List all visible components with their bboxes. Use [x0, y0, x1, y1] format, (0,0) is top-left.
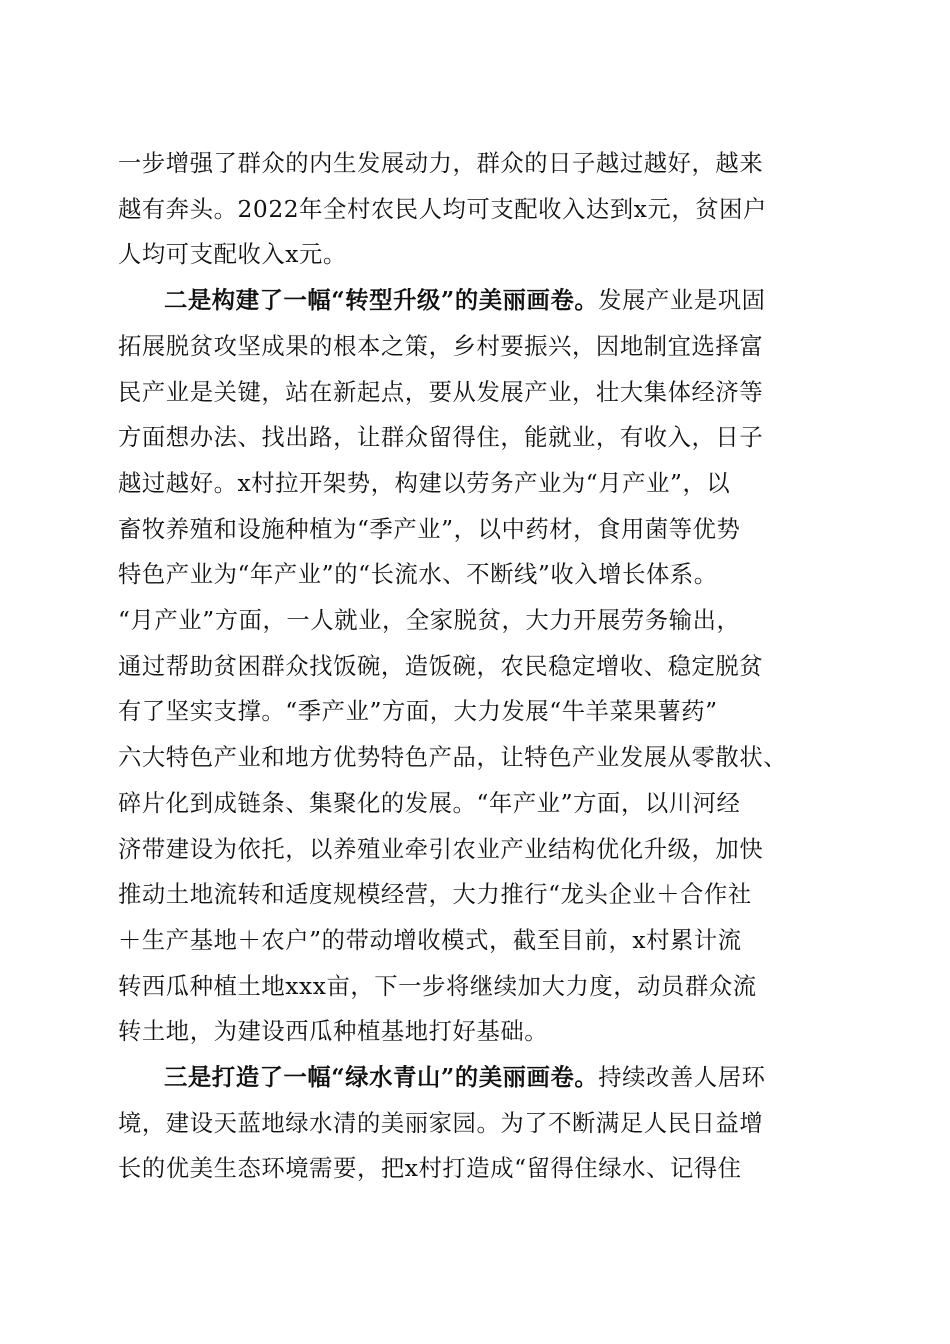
document-body [118, 141, 830, 1192]
text-line: 人均可支配收入x元。 [118, 241, 347, 269]
text-line: 长的优美生态环境需要，把x村打造成“留得住绿水、记得住 [118, 1155, 742, 1183]
text-line: 济带建设为依托，以养殖业牵引农业产业结构优化升级，加快 [118, 835, 764, 863]
text-line: 方面想办法、找出路，让群众留得住，能就业，有收入，日子 [118, 424, 764, 452]
paragraph-industry [118, 278, 830, 1055]
text-line: 碎片化到成链条、集聚化的发展。“年产业”方面，以川河经 [118, 789, 741, 817]
text-line: 畜牧养殖和设施种植为“季产业”，以中药材，食用菌等优势 [118, 515, 741, 543]
text-line: 有了坚实支撑。“季产业”方面，大力发展“牛羊菜果薯药” [118, 698, 718, 726]
text-line: 转土地，为建设西瓜种植基地打好基础。 [118, 1018, 549, 1046]
paragraph-ecology [118, 1055, 830, 1192]
text-line: 一步增强了群众的内生发展动力，群众的日子越过越好，越来 [118, 150, 764, 177]
paragraph-first-line [118, 1055, 830, 1101]
text-line: 民产业是关键，站在新起点，要从发展产业，壮大集体经济等 [118, 378, 764, 406]
text-line: 拓展脱贫攻坚成果的根本之策，乡村要振兴，因地制宜选择富 [118, 332, 764, 360]
text-line: ＋生产基地＋农户”的带动增收模式，截至目前，x村累计流 [118, 926, 742, 954]
text-line: 越有奔头。2022年全村农民人均可支配收入达到x元，贫困户 [118, 195, 767, 223]
text-line: 转西瓜种植土地xxx亩，下一步将继续加大力度，动员群众流 [118, 972, 757, 1000]
text-line: 通过帮助贫困群众找饭碗，造饭碗，农民稳定增收、稳定脱贫 [118, 652, 764, 680]
paragraph-lead-heading: 三是打造了一幅“绿水青山”的美丽画卷。 [164, 1064, 599, 1092]
paragraph-first-line [118, 278, 830, 324]
paragraph-lead-heading: 二是构建了一幅“转型升级”的美丽画卷。 [164, 287, 599, 315]
text-line: 境，建设天蓝地绿水清的美丽家园。为了不断满足人民日益增 [118, 1109, 764, 1137]
paragraph-income [118, 141, 830, 278]
text-line: 特色产业为“年产业”的“长流水、不断线”收入增长体系。 [118, 561, 718, 589]
text-line: 越过越好。x村拉开架势，构建以劳务产业为“月产业”，以 [118, 469, 731, 497]
text-line: “月产业”方面，一人就业，全家脱贫，大力开展劳务输出， [118, 607, 741, 635]
text-run: 持续改善人居环 [598, 1064, 766, 1092]
text-line: 推动土地流转和适度规模经营，大力推行“龙头企业＋合作社 [118, 881, 752, 909]
text-run: 发展产业是巩固 [598, 287, 766, 315]
text-line: 六大特色产业和地方优势特色产品，让特色产业发展从零散状、 [118, 744, 788, 772]
